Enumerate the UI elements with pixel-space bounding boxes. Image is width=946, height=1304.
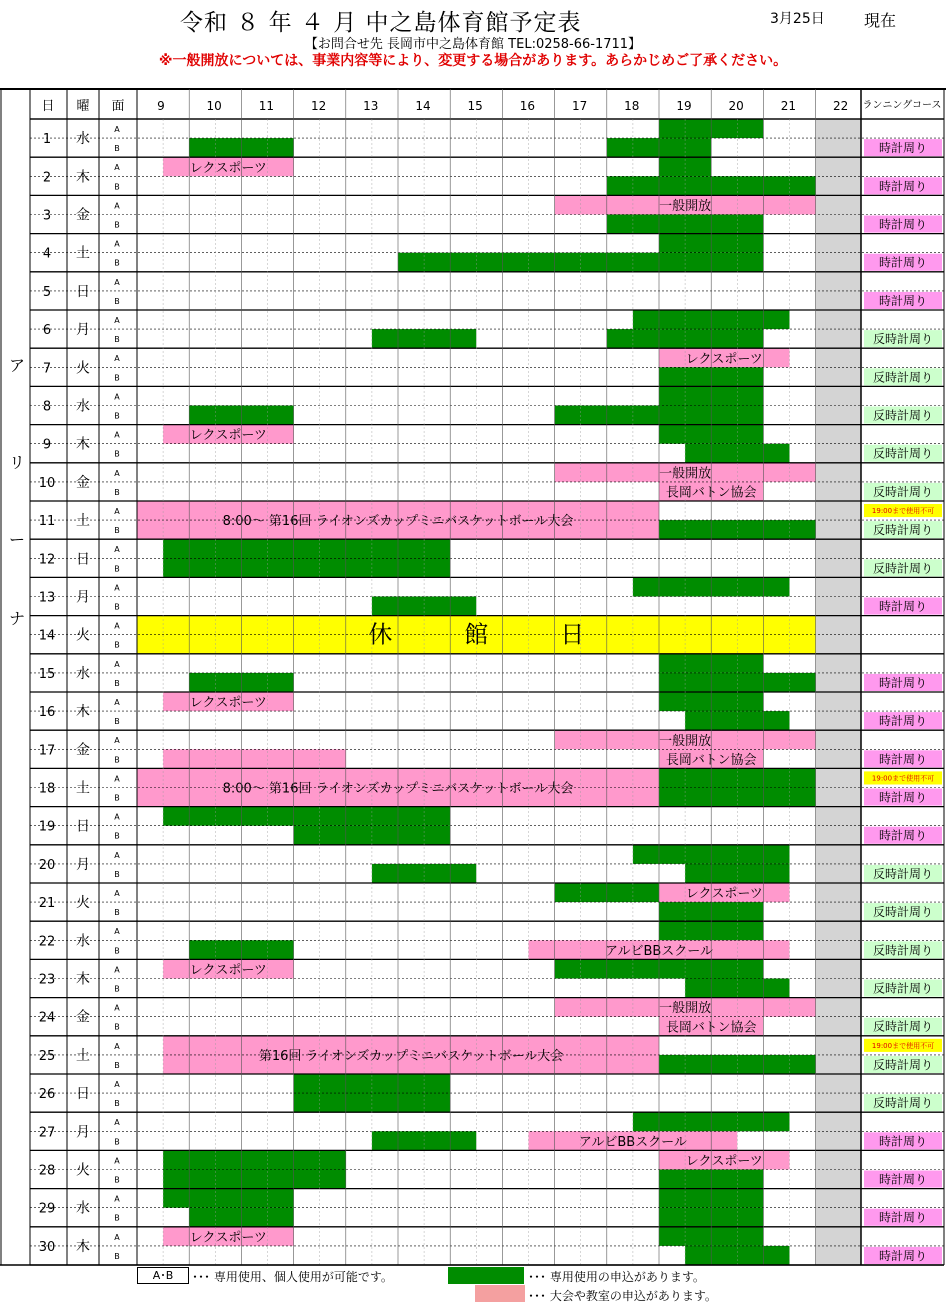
- running-course-label: 反時計周り: [872, 523, 934, 538]
- booking-label: 8:00～ 第16回 ライオンズカップミニバスケットボール大会: [222, 781, 574, 797]
- weekday: 木: [76, 704, 90, 721]
- booking-label: 長岡バトン協会: [665, 1020, 757, 1036]
- column-header-running: ランニングコース: [862, 100, 942, 111]
- running-course-label: 反時計周り: [872, 408, 934, 423]
- court-b-label: B: [114, 258, 120, 268]
- day-number: 13: [38, 590, 56, 606]
- running-course-label: 反時計周り: [872, 981, 934, 996]
- booking-label: アルビBBスクール: [604, 943, 714, 959]
- weekday: 金: [76, 474, 90, 491]
- court-a-label: A: [114, 583, 120, 593]
- booking-block-exclusive: [163, 807, 450, 826]
- weekday: 月: [76, 1124, 90, 1141]
- day-number: 12: [38, 552, 56, 568]
- court-a-label: A: [114, 736, 120, 746]
- weekday: 木: [76, 169, 90, 186]
- court-b-label: B: [114, 678, 120, 688]
- court-b-label: B: [114, 984, 120, 994]
- court-b-label: B: [114, 564, 120, 574]
- court-a-label: A: [114, 1118, 120, 1128]
- court-b-label: B: [114, 793, 120, 803]
- booking-label: レクスポーツ: [189, 160, 267, 176]
- running-course-label: 反時計周り: [872, 905, 934, 920]
- day-number: 22: [38, 934, 56, 950]
- court-a-label: A: [114, 201, 120, 211]
- court-a-label: A: [114, 1080, 120, 1089]
- court-a-label: A: [114, 163, 120, 173]
- running-course-label: 時計周り: [878, 179, 928, 194]
- running-course-label: 反時計周り: [872, 332, 934, 347]
- weekday: 土: [76, 780, 90, 797]
- weekday: 水: [76, 398, 90, 415]
- facility-label-char: ア: [8, 356, 25, 375]
- hour-header: 9: [157, 99, 165, 113]
- running-course-label: 反時計周り: [872, 561, 934, 576]
- column-header-day: 日: [41, 99, 55, 114]
- running-course-label: 時計周り: [878, 790, 928, 805]
- weekday: 火: [76, 1162, 90, 1179]
- court-a-label: A: [114, 125, 120, 134]
- legend-green-swatch: [448, 1267, 524, 1284]
- hour-header: 10: [206, 99, 222, 113]
- court-b-label: B: [114, 831, 120, 841]
- running-course-label: 反時計周り: [872, 1019, 934, 1034]
- running-course-notice-text: 19:00まで使用不可: [871, 1041, 935, 1050]
- weekday: 日: [76, 551, 90, 568]
- court-a-label: A: [114, 316, 120, 325]
- court-b-label: B: [114, 487, 120, 497]
- court-b-label: B: [114, 1213, 120, 1223]
- court-b-label: B: [114, 220, 120, 230]
- legend-ab-text: ･･･ 専用使用、個人使用が可能です。: [192, 1270, 393, 1284]
- court-a-label: A: [114, 468, 120, 478]
- day-number: 3: [42, 208, 52, 224]
- booking-label: 長岡バトン協会: [665, 752, 757, 768]
- booking-label: 一般開放: [659, 1001, 712, 1017]
- running-course-label: 時計周り: [878, 217, 928, 232]
- court-a-label: A: [114, 430, 120, 440]
- running-course-label: 反時計周り: [872, 1096, 934, 1111]
- booking-label: レクスポーツ: [189, 1230, 267, 1246]
- running-course-label: 反時計周り: [872, 370, 934, 385]
- closed-day-label: 休 館 日: [368, 620, 585, 649]
- court-a-label: A: [114, 850, 120, 860]
- facility-label-char: ナ: [8, 609, 25, 628]
- contact-info: 【お問合せ先 長岡市中之島体育館 TEL:0258-66-1711】: [304, 37, 642, 52]
- running-course-label: 反時計周り: [872, 446, 934, 461]
- court-b-label: B: [114, 411, 120, 421]
- court-b-label: B: [114, 144, 120, 154]
- running-course-label: 反時計周り: [872, 943, 934, 958]
- legend-pink-text: ･･･ 大会や教室の申込があります。: [528, 1289, 717, 1303]
- court-a-label: A: [114, 545, 120, 555]
- court-b-label: B: [114, 373, 120, 383]
- weekday: 金: [76, 1009, 90, 1026]
- running-course-label: 反時計周り: [872, 484, 934, 499]
- page-title: 令和 ８ 年 ４ 月 中之島体育館予定表: [180, 10, 582, 36]
- day-number: 10: [38, 475, 56, 491]
- weekday: 月: [76, 322, 90, 339]
- hour-header: 15: [467, 99, 483, 113]
- day-number: 5: [42, 284, 52, 300]
- notice-text: ※一般開放については、事業内容等により、変更する場合があります。あらかじめご了承ください。: [158, 53, 788, 69]
- running-course-label: 時計周り: [878, 752, 928, 767]
- court-a-label: A: [114, 507, 120, 516]
- court-b-label: B: [114, 1099, 120, 1109]
- hour-header: 18: [624, 99, 640, 113]
- court-a-label: A: [114, 927, 120, 937]
- running-course-notice-text: 19:00まで使用不可: [871, 774, 935, 783]
- booking-block-exclusive: [163, 1189, 294, 1208]
- weekday: 日: [76, 283, 90, 300]
- court-a-label: A: [114, 659, 120, 669]
- weekday: 火: [76, 895, 90, 912]
- day-number: 30: [38, 1239, 56, 1255]
- day-number: 25: [38, 1048, 56, 1064]
- weekday: 土: [76, 245, 90, 262]
- court-b-label: B: [114, 1137, 120, 1147]
- day-number: 16: [38, 705, 56, 721]
- court-a-label: A: [114, 239, 120, 249]
- weekday: 土: [76, 1047, 90, 1064]
- hour-header: 19: [676, 99, 692, 113]
- hour-header: 20: [728, 99, 744, 113]
- day-number: 18: [38, 781, 56, 797]
- booking-label: アルビBBスクール: [578, 1134, 687, 1150]
- running-course-label: 時計周り: [878, 1210, 928, 1225]
- weekday: 金: [76, 742, 90, 759]
- running-course-label: 時計周り: [878, 714, 928, 729]
- running-course-notice-text: 19:00まで使用不可: [871, 507, 935, 515]
- court-a-label: A: [114, 1003, 120, 1013]
- running-course-label: 反時計周り: [872, 1057, 934, 1072]
- day-number: 28: [38, 1163, 56, 1179]
- running-course-label: 時計周り: [878, 675, 928, 690]
- weekday: 水: [76, 131, 90, 148]
- booking-label: レクスポーツ: [685, 886, 763, 902]
- court-a-label: A: [114, 277, 120, 287]
- court-b-label: B: [114, 1251, 120, 1261]
- court-a-label: A: [114, 354, 120, 364]
- day-number: 26: [38, 1087, 56, 1103]
- day-number: 20: [38, 857, 56, 873]
- booking-label: レクスポーツ: [189, 962, 267, 978]
- hour-header: 12: [310, 99, 327, 113]
- weekday: 木: [76, 971, 90, 988]
- running-course-label: 時計周り: [878, 1172, 928, 1187]
- court-b-label: B: [114, 449, 120, 459]
- weekday: 火: [76, 360, 90, 377]
- weekday: 日: [76, 818, 90, 835]
- court-b-label: B: [114, 296, 120, 306]
- day-number: 24: [38, 1010, 56, 1026]
- running-course-label: 時計周り: [878, 255, 928, 270]
- weekday: 木: [76, 1238, 90, 1255]
- column-header-side: 面: [111, 99, 125, 114]
- booking-label: 一般開放: [659, 198, 712, 214]
- court-b-label: B: [114, 869, 120, 879]
- column-header-weekday: 曜: [76, 99, 90, 114]
- day-number: 14: [38, 628, 56, 644]
- hour-header: 22: [832, 99, 849, 113]
- weekday: 日: [76, 1086, 90, 1103]
- day-number: 9: [42, 437, 52, 453]
- court-b-label: B: [114, 946, 120, 956]
- legend-ab-box: A･B: [137, 1267, 189, 1284]
- weekday: 水: [76, 933, 90, 950]
- day-number: 15: [38, 666, 56, 682]
- running-course-label: 時計周り: [878, 1134, 928, 1149]
- court-a-label: A: [114, 698, 120, 707]
- booking-label: 一般開放: [659, 466, 712, 482]
- booking-label: 一般開放: [659, 733, 712, 749]
- hour-header: 14: [415, 99, 431, 113]
- day-number: 27: [38, 1125, 56, 1141]
- as-of-date: 3月25日: [770, 11, 825, 27]
- weekday: 月: [76, 856, 90, 873]
- weekday: 水: [76, 665, 90, 682]
- court-b-label: B: [114, 526, 120, 536]
- court-a-label: A: [114, 965, 120, 975]
- day-number: 17: [38, 743, 56, 759]
- court-a-label: A: [114, 1041, 120, 1051]
- court-b-label: B: [114, 182, 120, 192]
- running-course-label: 時計周り: [878, 828, 928, 843]
- day-number: 7: [42, 361, 52, 377]
- day-number: 8: [42, 399, 52, 415]
- running-course-label: 反時計周り: [872, 866, 934, 881]
- facility-label-char: ー: [8, 530, 25, 549]
- day-number: 1: [42, 132, 52, 148]
- court-b-label: B: [114, 1022, 120, 1032]
- court-b-label: B: [114, 335, 120, 345]
- legend-green-text: ･･･ 専用使用の申込があります。: [528, 1270, 705, 1284]
- court-a-label: A: [114, 812, 120, 822]
- hour-header: 11: [258, 99, 275, 113]
- booking-label: 長岡バトン協会: [665, 485, 757, 501]
- court-b-label: B: [114, 1060, 120, 1070]
- running-course-label: 時計周り: [878, 293, 928, 308]
- court-b-label: B: [114, 1175, 120, 1185]
- as-of-suffix: 現在: [864, 11, 897, 30]
- court-b-label: B: [114, 602, 120, 612]
- weekday: 木: [76, 436, 90, 453]
- day-number: 19: [38, 819, 56, 835]
- day-number: 4: [42, 246, 52, 262]
- day-number: 23: [38, 972, 56, 988]
- weekday: 月: [76, 589, 90, 606]
- court-a-label: A: [114, 774, 120, 784]
- weekday: 金: [76, 207, 90, 224]
- court-a-label: A: [114, 1156, 120, 1166]
- running-course-label: 時計周り: [878, 1248, 928, 1263]
- booking-label: レクスポーツ: [685, 351, 763, 367]
- court-b-label: B: [114, 640, 120, 650]
- weekday: 土: [76, 513, 90, 530]
- day-number: 11: [38, 514, 56, 530]
- court-a-label: A: [114, 889, 120, 898]
- booking-label: レクスポーツ: [189, 695, 267, 711]
- hour-header: 17: [571, 99, 588, 113]
- court-b-label: B: [114, 717, 120, 727]
- booking-label: 第16回 ライオンズカップミニバスケットボール大会: [258, 1048, 564, 1064]
- booking-label: レクスポーツ: [189, 428, 267, 444]
- weekday: 火: [76, 627, 90, 644]
- court-a-label: A: [114, 1232, 120, 1242]
- court-a-label: A: [114, 621, 120, 631]
- court-a-label: A: [114, 1194, 120, 1204]
- hour-header: 16: [519, 99, 536, 113]
- day-number: 21: [38, 896, 56, 912]
- booking-label: 8:00～ 第16回 ライオンズカップミニバスケットボール大会: [222, 514, 574, 530]
- day-number: 29: [38, 1201, 56, 1217]
- day-number: 6: [42, 323, 52, 339]
- legend-pink-swatch: [475, 1285, 525, 1302]
- running-course-label: 時計周り: [878, 141, 928, 156]
- hour-header: 13: [363, 99, 379, 113]
- court-a-label: A: [114, 392, 120, 402]
- day-number: 2: [42, 170, 52, 186]
- hour-header: 21: [780, 99, 797, 113]
- weekday: 水: [76, 1200, 90, 1217]
- booking-label: レクスポーツ: [685, 1153, 763, 1169]
- booking-block-event: [163, 749, 346, 768]
- court-b-label: B: [114, 755, 120, 765]
- running-course-label: 時計周り: [878, 599, 928, 614]
- facility-label-char: リ: [8, 453, 25, 472]
- court-b-label: B: [114, 908, 120, 918]
